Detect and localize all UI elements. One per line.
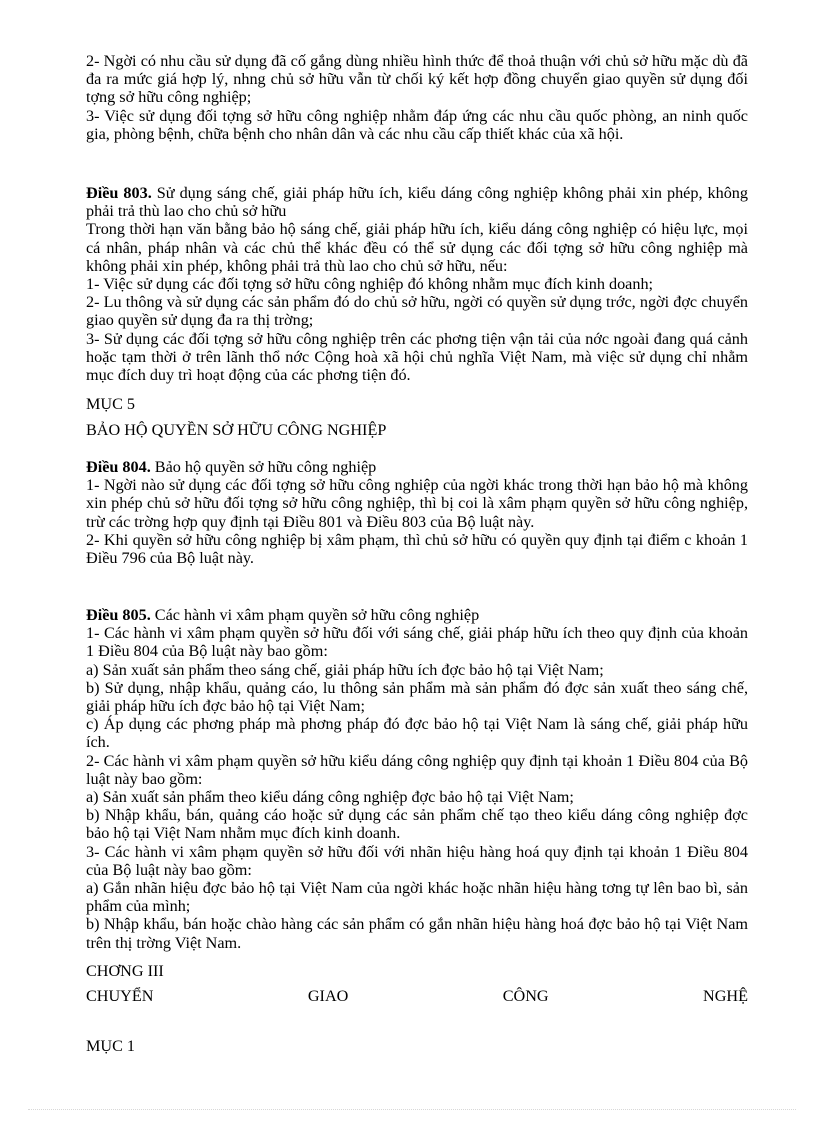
article-804-clause-2: 2- Khi quyền sở hữu công nghiệp bị xâm phạm, thì chủ sở hữu có quyền quy định tại điểm c khoản 1 Điều 796 của Bộ luật này.	[86, 530, 748, 568]
article-805-title: Các hành vi xâm phạm quyền sở hữu công nghiệp	[150, 606, 480, 624]
article-805-item: b) Nhập khẩu, bán, quảng cáo hoặc sử dụng các sản phẩm chế tạo theo kiểu dáng công nghiệp đợc bảo hộ tại Việt Nam nhằm mục đích kinh doanh.	[86, 806, 748, 843]
chapter-title-word: CÔNG	[502, 987, 549, 1005]
article-803-clause-2: 2- Lu thông và sử dụng các sản phẩm đó do chủ sở hữu, ngời có quyền sử dụng trớc, ngời đợc chuyển giao quyền sử dụng đa ra thị trờng;	[86, 293, 748, 330]
chapter-3-label: CHƠNG III	[86, 962, 164, 980]
article-805-item: b) Nhập khẩu, bán hoặc chào hàng các sản phẩm có gắn nhãn hiệu hàng hoá đợc bảo hộ tại Việt Nam trên thị trờng Việt Nam.	[86, 915, 748, 952]
article-804-number: Điều 804.	[86, 458, 151, 476]
article-803-number: Điều 803.	[86, 184, 152, 202]
article-803-clause-1: 1- Việc sử dụng các đối tợng sở hữu công nghiệp đó không nhằm mục đích kinh doanh;	[86, 275, 654, 294]
article-805-item: 2- Các hành vi xâm phạm quyền sở hữu kiểu dáng công nghiệp quy định tại khoản 1 Điều 804 của Bộ luật này bao gồm:	[86, 751, 748, 788]
article-804-clause-1: 1- Ngời nào sử dụng các đối tợng sở hữu công nghiệp của ngời khác trong thời hạn bảo hộ mà không xin phép chủ sở hữu đối tợng sở hữu công nghiệp, thì bị coi là xâm phạm quyền sở hữu công nghiệp, trừ các trờng hợp quy định tại Điều 801 và Điều 803 của Bộ luật này.	[86, 476, 748, 531]
article-804-heading	[86, 458, 748, 476]
article-803-intro: Trong thời hạn văn bằng bảo hộ sáng chế, giải pháp hữu ích, kiểu dáng công nghiệp có hiệu lực, mọi cá nhân, pháp nhân và các chủ thể khác đều có thể sử dụng các đối tợng sở hữu công nghiệp mà không phải xin phép, không phải trả thù lao cho chủ sở hữu, nếu:	[86, 220, 748, 275]
page-bottom-rule	[28, 1109, 796, 1110]
section-5-title: BẢO HỘ QUYỀN SỞ HỮU CÔNG NGHIỆP	[86, 421, 387, 439]
article-805-item: b) Sử dụng, nhập khẩu, quảng cáo, lu thông sản phẩm mà sản phẩm đó đợc sản xuất theo sáng chế, giải pháp hữu ích đợc bảo hộ tại Việt Nam;	[86, 678, 748, 716]
article-805-item: c) Áp dụng các phơng pháp mà phơng pháp đó đợc bảo hộ tại Việt Nam là sáng chế, giải pháp hữu ích.	[86, 715, 748, 752]
article-803-clause-3: 3- Sử dụng các đối tợng sở hữu công nghiệp trên các phơng tiện vận tải của nớc ngoài đang quá cảnh hoặc tạm thời ở trên lãnh thổ nớc Cộng hoà xã hội chủ nghĩa Việt Nam, mà việc sử dụng chỉ nhằm mục đích duy trì hoạt động của các phơng tiện đó.	[86, 329, 748, 385]
article-805-item: a) Gắn nhãn hiệu đợc bảo hộ tại Việt Nam của ngời khác hoặc nhãn hiệu hàng tơng tự lên bao bì, sản phẩm của mình;	[86, 879, 748, 916]
section-1-label: MỤC 1	[86, 1037, 136, 1055]
chapter-title-word: CHUYỂN	[86, 987, 154, 1005]
article-805-heading	[86, 606, 748, 624]
article-805-item: a) Sản xuất sản phẩm theo sáng chế, giải pháp hữu ích đợc bảo hộ tại Việt Nam;	[86, 660, 604, 679]
article-805-item: a) Sản xuất sản phẩm theo kiểu dáng công nghiệp đợc bảo hộ tại Việt Nam;	[86, 788, 574, 807]
article-802-continuation	[86, 52, 748, 143]
article-805-item: 3- Các hành vi xâm phạm quyền sở hữu đối với nhãn hiệu hàng hoá quy định tại khoản 1 Điều 804 của Bộ luật này bao gồm:	[86, 842, 748, 879]
article-803-title: Sử dụng sáng chế, giải pháp hữu ích, kiểu dáng công nghiệp không phải xin phép, không phải trả thù lao cho chủ sở hữu	[86, 184, 748, 221]
article-804-title: Bảo hộ quyền sở hữu công nghiệp	[150, 458, 377, 476]
clause-2: 2- Ngời có nhu cầu sử dụng đã cố gắng dùng nhiều hình thức để thoả thuận với chủ sở hữu mặc dù đã đa ra mức giá hợp lý, nhng chủ sở hữu vẫn từ chối ký kết hợp đồng chuyển giao quyền sử dụng đối tợng sở hữu công nghiệp;	[86, 52, 748, 107]
chapter-3-title	[86, 987, 748, 1005]
article-805-number: Điều 805.	[86, 606, 151, 624]
chapter-title-word: NGHỆ	[703, 987, 748, 1005]
article-803	[86, 184, 748, 384]
chapter-title-word: GIAO	[307, 987, 349, 1005]
article-803-heading	[86, 184, 748, 220]
article-805	[86, 606, 748, 952]
article-805-item: 1- Các hành vi xâm phạm quyền sở hữu đối với sáng chế, giải pháp hữu ích theo quy định của khoản 1 Điều 804 của Bộ luật này bao gồm:	[86, 624, 748, 661]
clause-3: 3- Việc sử dụng đối tợng sở hữu công nghiệp nhằm đáp ứng các nhu cầu quốc phòng, an ninh quốc gia, phòng bệnh, chữa bệnh cho nhân dân và các nhu cầu cấp thiết khác của xã hội.	[86, 106, 748, 143]
section-5-label: MỤC 5	[86, 395, 136, 413]
article-804	[86, 458, 748, 567]
